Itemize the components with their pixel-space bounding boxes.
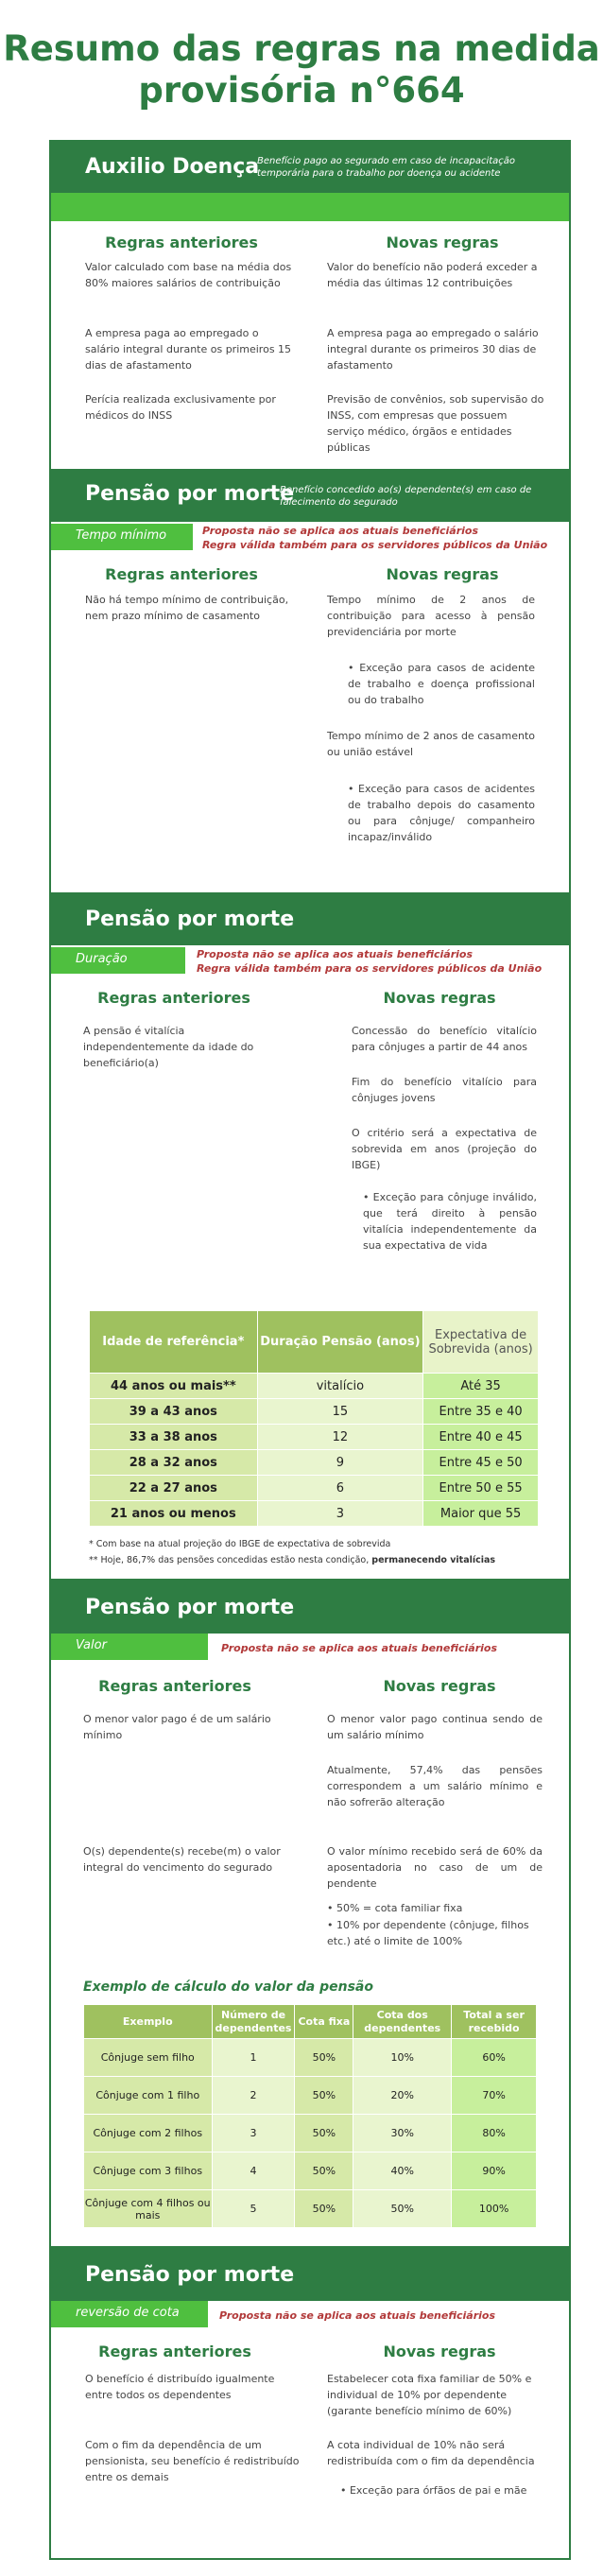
- new-rule-2: Tempo mínimo de 2 anos de casamento ou união estável: [327, 730, 535, 758]
- new-rule-3: Previsão de convênios, sob supervisão do INSS, com empresas que possuem serviço médico, órgãos e entidades públicas: [327, 393, 544, 454]
- cell: 50%: [295, 2039, 353, 2077]
- old-rule-1: O menor valor pago é de um salário mínimo: [83, 1713, 271, 1741]
- card-title: Pensão por morte: [85, 908, 295, 931]
- new-rule-3: O critério será a expectativa de sobrevida em anos (projeção do IBGE): [352, 1127, 537, 1171]
- cell: 15: [257, 1399, 423, 1425]
- table-row: [90, 1501, 539, 1527]
- card-header: [51, 142, 569, 193]
- card-description: Benefício pago ao segurado em caso de incapacitação temporária para o trabalho por doença ou acidente: [257, 156, 516, 179]
- old-rule-1: Valor calculado com base na média dos 80% maiores salários de contribuição: [85, 261, 292, 289]
- cell: Cônjuge com 4 filhos ou mais: [84, 2190, 213, 2228]
- new-rule-1: O menor valor pago continua sendo de um salário mínimo: [327, 1713, 543, 1741]
- new-rules-heading: Novas regras: [386, 565, 499, 583]
- new-rule-2: A empresa paga ao empregado o salário integral durante os primeiros 30 dias de afastamento: [327, 327, 539, 372]
- new-rule-3: O valor mínimo recebido será de 60% da aposentadoria no caso de um de pendente: [327, 1845, 543, 1890]
- table-header-row: [84, 2005, 537, 2039]
- old-rules-heading: Regras anteriores: [105, 565, 258, 583]
- new-rule-2: A cota individual de 10% não será redistribuída com o fim da dependência: [327, 2439, 535, 2467]
- cell: 5: [212, 2190, 295, 2228]
- topic-pill: Tempo mínimo: [51, 524, 193, 550]
- new-rule-1: Concessão do benefício vitalício para cônjuges a partir de 44 anos: [352, 1025, 537, 1053]
- table-row: [90, 1425, 539, 1450]
- auxilio-doenca-card: [49, 140, 571, 471]
- table-header-row: [90, 1311, 539, 1374]
- footnote-1: * Com base na atual projeção do IBGE de expectativa de sobrevida: [89, 1539, 391, 1549]
- card-header: [51, 894, 569, 945]
- cell: Entre 35 e 40: [423, 1399, 539, 1425]
- new-rules-heading: Novas regras: [386, 233, 499, 251]
- cell: 100%: [452, 2190, 537, 2228]
- proposal-note: Proposta não se aplica aos atuais beneficiários: [221, 1642, 498, 1654]
- pensao-valor-card: [49, 1581, 571, 2248]
- new-rule-exception-1: • Exceção para casos de acidente de trabalho e doença profissional ou do trabalho: [348, 662, 535, 706]
- header-duracao: Duração Pensão (anos): [257, 1311, 423, 1374]
- cell: 60%: [452, 2039, 537, 2077]
- cell: 3: [257, 1501, 423, 1527]
- header-cota-dependentes: Cota dos dependentes: [353, 2005, 452, 2039]
- old-rules-heading: Regras anteriores: [105, 233, 258, 251]
- table-row: [84, 2039, 537, 2077]
- cell: Cônjuge com 2 filhos: [84, 2115, 213, 2152]
- duration-table: [89, 1310, 539, 1527]
- card-header: [51, 2250, 569, 2301]
- card-title: Pensão por morte: [85, 482, 295, 506]
- proposal-note: Proposta não se aplica aos atuais beneficiários: [219, 2309, 496, 2322]
- accent-band: [51, 193, 569, 221]
- table-row: [90, 1450, 539, 1476]
- cell: Cônjuge sem filho: [84, 2039, 213, 2077]
- cell: Cônjuge com 1 filho: [84, 2077, 213, 2115]
- cell: 50%: [353, 2190, 452, 2228]
- header-total: Total a ser recebido: [452, 2005, 537, 2039]
- table-row: [84, 2152, 537, 2190]
- table-row: [84, 2190, 537, 2228]
- new-rule-1: Valor do benefício não poderá exceder a média das últimas 12 contribuições: [327, 261, 538, 289]
- topic-pill: Valor: [51, 1634, 208, 1660]
- cell: 50%: [295, 2152, 353, 2190]
- cell: 30%: [353, 2115, 452, 2152]
- cell: 21 anos ou menos: [90, 1501, 258, 1527]
- header-exemplo: Exemplo: [84, 2005, 213, 2039]
- cell: 90%: [452, 2152, 537, 2190]
- new-rule-exception: • Exceção para cônjuge inválido, que terá direito à pensão vitalícia independentemente da sua expectativa de vida: [363, 1191, 537, 1252]
- cell: 50%: [295, 2077, 353, 2115]
- header-numero: Número de dependentes: [212, 2005, 295, 2039]
- old-rule-1: Não há tempo mínimo de contribuição, nem prazo mínimo de casamento: [85, 594, 289, 622]
- cell: Até 35: [423, 1374, 539, 1399]
- pensao-reversao-card: [49, 2248, 571, 2560]
- cell: Entre 40 e 45: [423, 1425, 539, 1450]
- new-rule-2: Atualmente, 57,4% das pensões correspondem a um salário mínimo e não sofrerão alteração: [327, 1764, 543, 1808]
- table-row: [90, 1476, 539, 1501]
- cell: 28 a 32 anos: [90, 1450, 258, 1476]
- cell: vitalício: [257, 1374, 423, 1399]
- calc-table: [83, 2004, 537, 2228]
- cell: Entre 50 e 55: [423, 1476, 539, 1501]
- new-rules-heading: Novas regras: [383, 1677, 496, 1695]
- cell: 80%: [452, 2115, 537, 2152]
- new-rules-heading: Novas regras: [383, 2343, 496, 2360]
- old-rule-1: O benefício é distribuído igualmente entre todos os dependentes: [85, 2373, 275, 2401]
- header-cota-fixa: Cota fixa: [295, 2005, 353, 2039]
- cell: 39 a 43 anos: [90, 1399, 258, 1425]
- table-row: [90, 1399, 539, 1425]
- cell: 20%: [353, 2077, 452, 2115]
- page-title: Resumo das regras na medida provisória n°664: [3, 28, 600, 111]
- proposal-note-2: Regra válida também para os servidores públicos da União: [202, 539, 548, 551]
- cell: 3: [212, 2115, 295, 2152]
- new-rule-1: Tempo mínimo de 2 anos de contribuição para acesso à pensão previdenciária por morte: [327, 594, 535, 638]
- cell: 2: [212, 2077, 295, 2115]
- new-rule-exception-2: • Exceção para casos de acidentes de trabalho depois do casamento ou para cônjuge/ companheiro incapaz/inválido: [348, 783, 535, 843]
- table-row: [84, 2115, 537, 2152]
- new-rule-exception: • Exceção para órfãos de pai e mãe: [340, 2484, 527, 2497]
- calc-example-title: Exemplo de cálculo do valor da pensão: [83, 1980, 373, 1995]
- table-row: [84, 2077, 537, 2115]
- cell: Cônjuge com 3 filhos: [84, 2152, 213, 2190]
- cell: Maior que 55: [423, 1501, 539, 1527]
- old-rules-heading: Regras anteriores: [98, 2343, 251, 2360]
- cell: Entre 45 e 50: [423, 1450, 539, 1476]
- cell: 4: [212, 2152, 295, 2190]
- card-title: Auxilio Doença: [85, 155, 260, 179]
- cell: 33 a 38 anos: [90, 1425, 258, 1450]
- cell: 12: [257, 1425, 423, 1450]
- cell: 44 anos ou mais**: [90, 1374, 258, 1399]
- cell: 6: [257, 1476, 423, 1501]
- header-idade: Idade de referência*: [90, 1311, 258, 1374]
- new-rule-2: Fim do benefício vitalício para cônjuges jovens: [352, 1076, 537, 1104]
- proposal-note-1: Proposta não se aplica aos atuais beneficiários: [197, 948, 474, 960]
- old-rule-3: Perícia realizada exclusivamente por médicos do INSS: [85, 393, 276, 422]
- new-rule-bullet-1: • 50% = cota familiar fixa: [327, 1902, 463, 1914]
- old-rule-2: Com o fim da dependência de um pensionista, seu benefício é redistribuído entre os demais: [85, 2439, 300, 2483]
- footnote-2: [89, 1553, 561, 1568]
- topic-pill: Duração: [51, 947, 185, 974]
- old-rule-2: O(s) dependente(s) recebe(m) o valor integral do vencimento do segurado: [83, 1845, 281, 1874]
- card-header: [51, 1582, 569, 1634]
- pensao-tempo-minimo-card: [49, 469, 571, 894]
- old-rules-heading: Regras anteriores: [97, 989, 250, 1007]
- cell: 1: [212, 2039, 295, 2077]
- cell: 10%: [353, 2039, 452, 2077]
- table-row: [90, 1374, 539, 1399]
- old-rules-heading: Regras anteriores: [98, 1677, 251, 1695]
- old-rule-2: A empresa paga ao empregado o salário integral durante os primeiros 15 dias de afastamento: [85, 327, 292, 372]
- cell: 70%: [452, 2077, 537, 2115]
- header-expectativa: Expectativa de Sobrevida (anos): [423, 1311, 539, 1374]
- cell: 50%: [295, 2190, 353, 2228]
- cell: 40%: [353, 2152, 452, 2190]
- cell: 9: [257, 1450, 423, 1476]
- new-rule-1: Estabelecer cota fixa familiar de 50% e individual de 10% por dependente (garante benefício mínimo de 60%): [327, 2373, 532, 2417]
- pensao-duracao-card: [49, 892, 571, 1581]
- proposal-note-2: Regra válida também para os servidores públicos da União: [197, 962, 543, 975]
- new-rules-heading: Novas regras: [383, 989, 496, 1007]
- cell: 50%: [295, 2115, 353, 2152]
- topic-pill: reversão de cota: [51, 2301, 208, 2327]
- proposal-note-1: Proposta não se aplica aos atuais beneficiários: [202, 525, 479, 537]
- footnote-2-text: ** Hoje, 86,7% das pensões concedidas estão nesta condição,: [89, 1555, 372, 1565]
- old-rule-1: A pensão é vitalícia independentemente da idade do beneficiário(a): [83, 1025, 254, 1069]
- cell: 22 a 27 anos: [90, 1476, 258, 1501]
- card-title: Pensão por morte: [85, 2263, 295, 2287]
- new-rule-bullet-2: • 10% por dependente (cônjuge, filhos etc.) até o limite de 100%: [327, 1919, 529, 1947]
- footnote-2-emphasis: permanecendo vitalícias: [371, 1555, 496, 1565]
- card-header: [51, 471, 569, 522]
- card-title: Pensão por morte: [85, 1596, 295, 1619]
- card-description: Benefício concedido ao(s) dependente(s) em caso de falecimento do segurado: [280, 485, 532, 508]
